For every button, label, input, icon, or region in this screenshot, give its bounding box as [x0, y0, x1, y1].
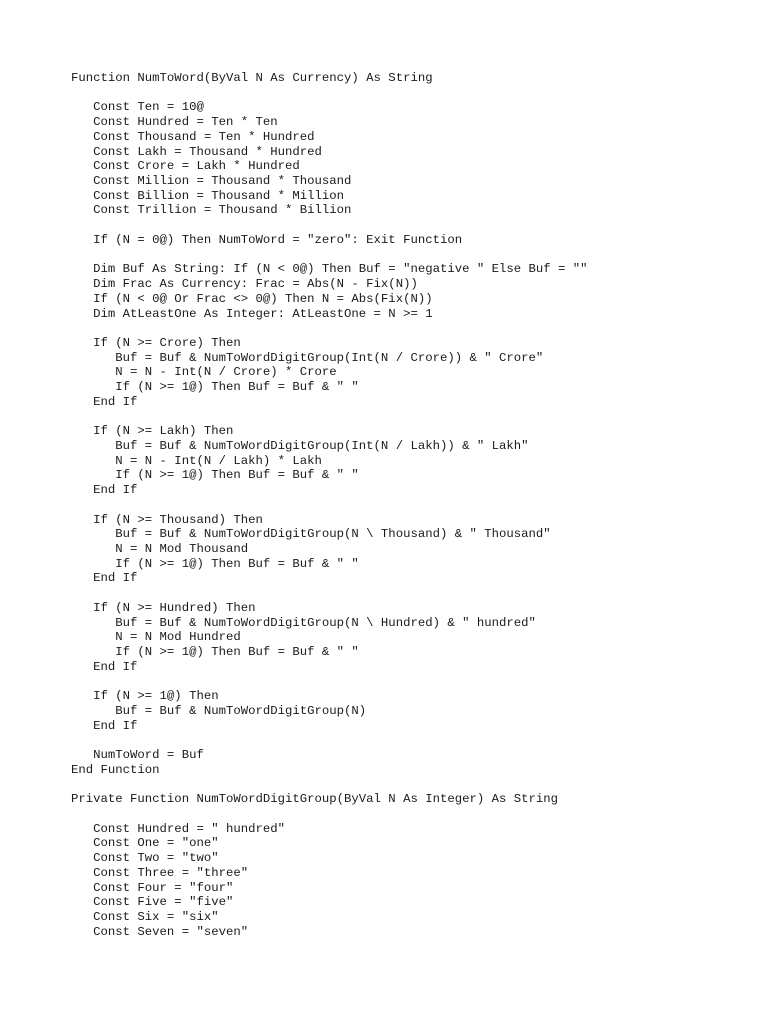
code-line: End If — [71, 394, 138, 409]
code-line: Buf = Buf & NumToWordDigitGroup(N) — [71, 703, 367, 718]
code-line: Const Six = "six" — [71, 909, 219, 924]
code-line — [71, 321, 588, 336]
code-line: Dim Buf As String: If (N < 0@) Then Buf = "negative " Else Buf = "" — [71, 262, 588, 277]
code-line — [71, 218, 588, 233]
code-line: N = N Mod Thousand — [71, 542, 249, 556]
code-line: Buf = Buf & NumToWordDigitGroup(Int(N / Lakh)) & " Lakh" — [71, 438, 529, 453]
code-line: Buf = Buf & NumToWordDigitGroup(N \ Hundred) & " hundred" — [71, 615, 536, 630]
code-line: End Function — [71, 762, 160, 777]
code-line: Const Seven = "seven" — [71, 924, 249, 939]
code-line: If (N >= 1@) Then — [71, 689, 219, 704]
code-line — [71, 248, 588, 263]
code-line: Const Lakh = Thousand * Hundred — [71, 144, 322, 159]
code-line: If (N = 0@) Then NumToWord = "zero": Exit Function — [71, 232, 463, 247]
code-line: N = N - Int(N / Crore) * Crore — [71, 365, 337, 380]
code-line: Const Hundred = Ten * Ten — [71, 115, 278, 130]
code-line: If (N >= 1@) Then Buf = Buf & " " — [71, 556, 359, 571]
code-line: If (N >= 1@) Then Buf = Buf & " " — [71, 380, 359, 395]
code-line — [71, 498, 588, 513]
code-line: End If — [71, 483, 138, 498]
code-line: If (N < 0@ Or Frac <> 0@) Then N = Abs(Fix(N)) — [71, 291, 433, 306]
code-line: Dim AtLeastOne As Integer: AtLeastOne = N >= 1 — [71, 306, 433, 321]
code-line: Const Five = "five" — [71, 895, 234, 910]
code-line: NumToWord = Buf — [71, 748, 204, 763]
code-line — [71, 410, 588, 425]
code-line: If (N >= 1@) Then Buf = Buf & " " — [71, 468, 359, 483]
code-line: N = N Mod Hundred — [71, 630, 241, 645]
code-line: End If — [71, 659, 138, 674]
code-line — [71, 86, 588, 101]
code-line: Const Million = Thousand * Thousand — [71, 174, 352, 189]
code-line: Const Thousand = Ten * Hundred — [71, 129, 315, 144]
code-line: Const Trillion = Thousand * Billion — [71, 203, 352, 218]
code-line: Private Function NumToWordDigitGroup(ByVal N As Integer) As String — [71, 792, 559, 807]
code-line — [71, 674, 588, 689]
code-line — [71, 733, 588, 748]
code-line: If (N >= Crore) Then — [71, 335, 241, 350]
code-line: If (N >= Hundred) Then — [71, 600, 256, 615]
code-line — [71, 807, 588, 822]
code-line: If (N >= 1@) Then Buf = Buf & " " — [71, 645, 359, 660]
code-line — [71, 586, 588, 601]
code-listing — [71, 71, 588, 939]
code-line: Buf = Buf & NumToWordDigitGroup(N \ Thousand) & " Thousand" — [71, 527, 551, 542]
code-line: Const Ten = 10@ — [71, 100, 204, 115]
code-line: Const Crore = Lakh * Hundred — [71, 159, 300, 174]
code-line: Const Billion = Thousand * Million — [71, 188, 345, 203]
code-line: Dim Frac As Currency: Frac = Abs(N - Fix(N)) — [71, 277, 418, 292]
code-line: If (N >= Lakh) Then — [71, 424, 234, 439]
code-line: Function NumToWord(ByVal N As Currency) As String — [71, 71, 433, 85]
code-line — [71, 778, 588, 793]
code-line: Buf = Buf & NumToWordDigitGroup(Int(N / Crore)) & " Crore" — [71, 350, 544, 365]
code-line: End If — [71, 571, 138, 586]
code-line: Const Three = "three" — [71, 865, 249, 880]
code-line: If (N >= Thousand) Then — [71, 512, 263, 527]
code-line: Const Two = "two" — [71, 851, 219, 866]
code-line: Const Hundred = " hundred" — [71, 821, 286, 836]
code-line: End If — [71, 718, 138, 733]
code-line: N = N - Int(N / Lakh) * Lakh — [71, 453, 322, 468]
code-line: Const One = "one" — [71, 836, 219, 851]
code-line: Const Four = "four" — [71, 880, 234, 895]
